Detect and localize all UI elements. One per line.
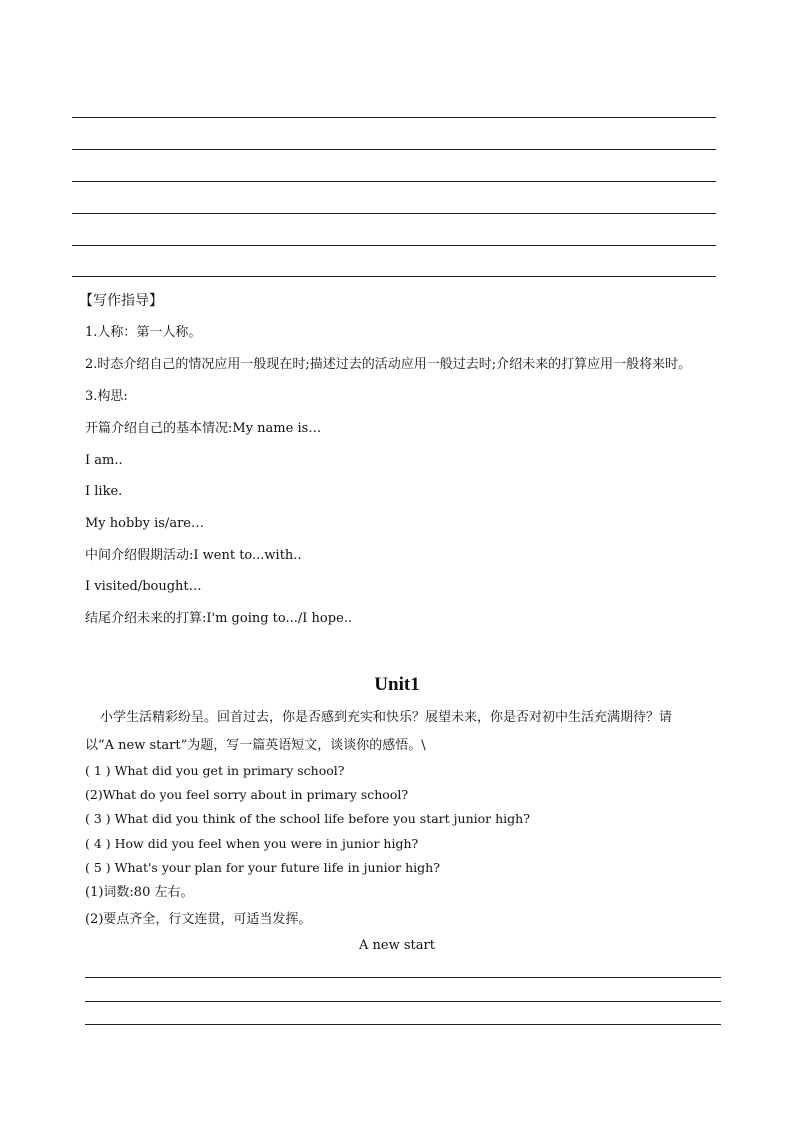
guide-item-i-am: I am.. [85, 453, 123, 468]
question-5: ( 5 ) What's your plan for your future life in junior high? [85, 860, 440, 875]
question-1: ( 1 ) What did you get in primary school? [85, 763, 345, 778]
writing-line [72, 213, 716, 214]
unit-prompt-line-1: 小学生活精彩纷呈。回首过去，你是否感到充实和快乐？展望未来，你是否对初中生活充满期待？请 [100, 710, 673, 725]
guide-item-middle: 中间介绍假期活动:I went to...with.. [85, 548, 302, 563]
guide-item-opening: 开篇介绍自己的基本情况:My name is… [85, 421, 322, 436]
unit-title: Unit1 [374, 674, 420, 695]
writing-line [85, 1001, 721, 1002]
writing-line [72, 149, 716, 150]
guide-item-tense: 2.时态介绍自己的情况应用一般现在时;描述过去的活动应用一般过去时;介绍未来的打算应用一般将来时。 [85, 357, 692, 372]
writing-line [85, 1024, 721, 1025]
question-4: ( 4 ) How did you feel when you were in junior high? [85, 836, 419, 851]
question-3: ( 3 ) What did you think of the school life before you start junior high? [85, 811, 530, 826]
guide-heading: 【写作指导】 [79, 293, 163, 309]
guide-item-ending: 结尾介绍未来的打算:I'm going to.../I hope.. [85, 611, 353, 626]
guide-item-person: 1.人称：第一人称。 [85, 325, 202, 340]
writing-line [85, 977, 721, 978]
writing-line [72, 276, 716, 277]
essay-title: A new start [359, 938, 435, 953]
writing-line [72, 245, 716, 246]
guide-item-visited: I visited/bought… [85, 579, 202, 594]
writing-line [72, 117, 716, 118]
question-2: (2)What do you feel sorry about in primary school? [85, 787, 409, 802]
writing-line [72, 181, 716, 182]
guide-item-i-like: I like. [85, 484, 123, 499]
unit-prompt-line-2: 以“A new start”为题，写一篇英语短文，谈谈你的感悟。\ [85, 738, 426, 753]
guide-item-hobby: My hobby is/are… [85, 516, 204, 531]
guide-item-outline: 3.构思: [85, 389, 128, 404]
requirement-content: (2)要点齐全，行文连贯，可适当发挥。 [85, 912, 312, 927]
requirement-word-count: (1)词数:80 左右。 [85, 885, 194, 900]
